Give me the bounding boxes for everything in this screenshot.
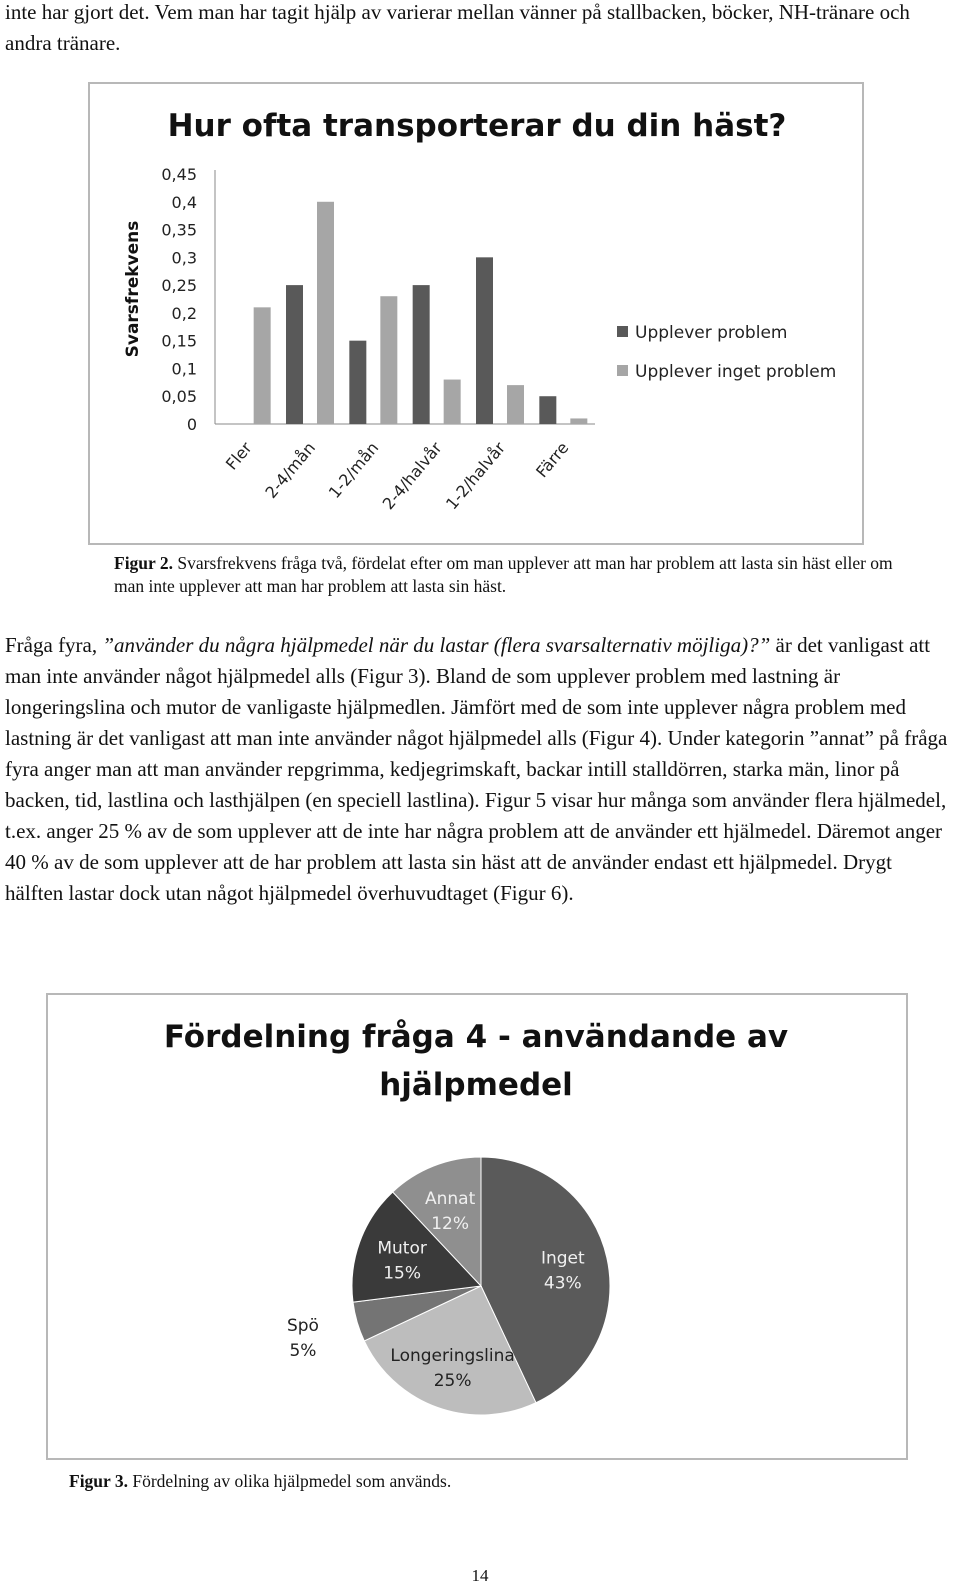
bar-chart-bar — [413, 285, 430, 424]
bar-chart-y-tick-label: 0,15 — [161, 331, 197, 351]
bar-chart-y-axis-label: Svarsfrekvens — [123, 220, 143, 358]
bar-chart-x-tick-label: Fler — [221, 438, 256, 474]
bar-chart-bar — [476, 257, 493, 424]
bar-chart-legend-label: Upplever problem — [635, 323, 788, 343]
intro-paragraph: inte har gjort det. Vem man har tagit hjälp av varierar mellan vänner på stallbacken, böcker, NH-tränare och andra tränare. — [5, 0, 910, 55]
figure-3-caption-label: Figur 3. — [69, 1471, 128, 1491]
pie-chart-slice-value: 15% — [383, 1263, 422, 1284]
bar-chart-y-tick-label: 0,25 — [161, 276, 197, 296]
pie-chart-svg — [48, 995, 906, 1458]
pie-chart-slice-label: Inget — [540, 1248, 585, 1269]
paragraph-lead: Fråga fyra, — [5, 633, 103, 657]
bar-chart-y-tick-label: 0,05 — [161, 387, 197, 407]
paragraph-question: ”använder du några hjälpmedel när du lastar (flera svarsalternativ möjliga)?” — [102, 633, 771, 657]
figure-2-chart — [88, 82, 864, 545]
bar-chart-bar — [539, 396, 556, 424]
pie-chart-slice-value: 25% — [433, 1370, 472, 1391]
bar-chart-x-tick-label: Färre — [532, 438, 573, 482]
bar-chart-title: Hur ofta transporterar du din häst? — [167, 108, 787, 144]
bar-chart-bar — [380, 296, 397, 424]
bar-chart-x-tick-label: 1-2/halvår — [441, 438, 510, 514]
bar-chart-y-tick-label: 0,1 — [171, 359, 197, 379]
bar-chart-bar — [317, 202, 334, 424]
body-paragraph — [5, 630, 955, 909]
bar-chart-bar — [254, 307, 271, 424]
bar-chart-y-tick-label: 0,45 — [161, 165, 197, 184]
bar-chart-bar — [507, 385, 524, 424]
pie-chart-slice-value: 12% — [431, 1214, 470, 1235]
bar-chart-y-tick-label: 0 — [186, 415, 197, 434]
bar-chart-bar — [570, 418, 587, 424]
figure-3-caption — [69, 1470, 869, 1493]
pie-chart-slice-label: Annat — [424, 1189, 476, 1210]
page-number: 14 — [471, 1566, 489, 1585]
bar-chart-legend-swatch — [617, 365, 628, 376]
bar-chart-y-tick-label: 0,2 — [171, 303, 197, 323]
bar-chart-legend-label: Upplever inget problem — [635, 362, 837, 382]
figure-2-caption — [114, 552, 904, 598]
bar-chart-bar — [349, 341, 366, 424]
paragraph-body: är det vanligast att man inte använder något hjälpmedel alls (Figur 3). Bland de som upplever problem med lastning är longeringslina och mutor de vanligaste hjälpmedlen. Jämfört med de som inte upplever några problem med lastning är det vanligast att man inte använder något hjälpmedel alls (Figur 4). Under kategorin ”annat” på fråga fyra anger man att man använder repgrimma, kedjegrimskaft, backar intill stalldörren, starka män, linor på backen, tid, lastlina och lasthjälpen (en speciell lastlina). Figur 5 visar hur många som använder flera hjälmedel, t.ex. anger 25 % av de som upplever att de inte har några problem att de använder ett hjälmedel. Däremot anger 40 % av de som upplever att de har problem att lasta sin häst att de använder endast ett hjälpmedel. Drygt hälften lastar dock utan något hjälpmedel överhuvudtaget (Figur 6). — [5, 633, 948, 905]
bar-chart-svg — [90, 84, 862, 543]
pie-chart-slice-value: 5% — [289, 1340, 317, 1361]
bar-chart-bar — [444, 380, 461, 424]
bar-chart-y-tick-label: 0,4 — [171, 192, 197, 212]
figure-3-chart — [46, 993, 908, 1460]
figure-2-caption-text: Svarsfrekvens fråga två, fördelat efter om man upplever att man har problem att lasta sin häst eller om man inte upplever att man har problem att lasta sin häst. — [114, 553, 893, 596]
bar-chart-y-tick-label: 0,35 — [161, 220, 197, 240]
pie-chart-title-line-1: Fördelning fråga 4 - användande av — [163, 1019, 789, 1055]
bar-chart-x-tick-label: 1-2/mån — [324, 438, 383, 502]
pie-chart-slice-value: 43% — [543, 1273, 582, 1294]
bar-chart-x-tick-label: 2-4/halvår — [378, 438, 446, 514]
bar-chart-y-tick-label: 0,3 — [171, 248, 197, 268]
figure-3-caption-text: Fördelning av olika hjälpmedel som används. — [128, 1471, 452, 1491]
bar-chart-bar — [286, 285, 303, 424]
bar-chart-x-tick-label: 2-4/mån — [261, 438, 320, 502]
pie-chart-slice-label: Spö — [286, 1315, 319, 1336]
pie-chart-slice-label: Mutor — [377, 1238, 427, 1259]
bar-chart-legend-swatch — [617, 326, 628, 337]
pie-chart-slice-label: Longeringslina — [390, 1345, 515, 1366]
pie-chart-title-line-2: hjälpmedel — [379, 1067, 573, 1103]
figure-2-caption-label: Figur 2. — [114, 553, 173, 573]
